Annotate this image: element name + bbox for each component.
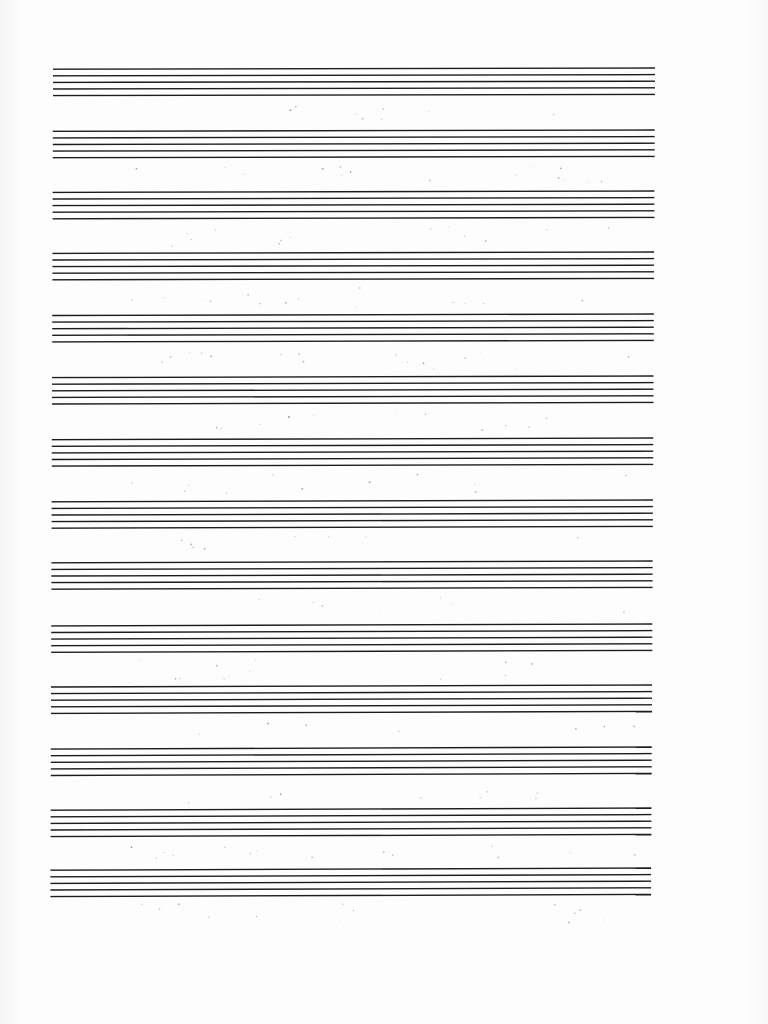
staff-line bbox=[51, 637, 652, 639]
staff-line bbox=[53, 88, 655, 89]
scan-speck bbox=[136, 168, 138, 170]
scan-speck bbox=[430, 228, 431, 229]
staff-line bbox=[52, 383, 654, 385]
staff-line bbox=[51, 834, 652, 836]
scan-speck bbox=[355, 113, 356, 114]
scan-speck bbox=[634, 854, 636, 856]
scan-speck bbox=[171, 246, 173, 248]
scan-speck bbox=[497, 857, 499, 859]
scan-speck bbox=[202, 300, 203, 301]
scan-speck bbox=[141, 904, 142, 905]
staff bbox=[51, 685, 652, 713]
scan-speck bbox=[216, 427, 218, 429]
staff bbox=[51, 747, 652, 776]
scan-speck bbox=[480, 352, 481, 353]
scan-speck bbox=[199, 734, 200, 735]
scan-speck bbox=[362, 118, 363, 119]
scan-speck bbox=[342, 903, 343, 904]
staff-line bbox=[50, 894, 651, 896]
scan-speck bbox=[259, 599, 260, 600]
scan-speck bbox=[328, 536, 329, 537]
scan-speck bbox=[580, 909, 582, 911]
staff-line bbox=[51, 767, 652, 769]
scan-speck bbox=[395, 354, 396, 355]
staff-line bbox=[53, 75, 655, 76]
scan-speck bbox=[223, 678, 225, 680]
scan-speck bbox=[322, 605, 323, 606]
scan-speck bbox=[270, 796, 272, 798]
scan-speck bbox=[188, 485, 189, 486]
scan-speck bbox=[570, 852, 571, 853]
scan-speck bbox=[417, 474, 419, 476]
scan-speck bbox=[164, 852, 165, 853]
scan-speck bbox=[553, 114, 555, 116]
scan-speck bbox=[224, 847, 225, 848]
scan-speck bbox=[341, 175, 342, 176]
staff-line bbox=[52, 259, 654, 260]
staff-line bbox=[51, 828, 652, 830]
staff-line bbox=[53, 81, 655, 82]
scan-speck bbox=[139, 660, 140, 661]
staff-line bbox=[50, 888, 651, 890]
scan-speck bbox=[505, 425, 506, 426]
staff bbox=[51, 624, 652, 652]
scan-speck bbox=[625, 475, 626, 476]
scan-speck bbox=[259, 424, 260, 425]
scan-speck bbox=[475, 484, 476, 485]
scan-speck bbox=[181, 540, 183, 542]
staff-line bbox=[51, 650, 652, 652]
scan-speck bbox=[575, 728, 577, 730]
staff-line bbox=[50, 881, 651, 883]
staff-line bbox=[51, 568, 652, 570]
scan-speck bbox=[290, 237, 291, 238]
staff-line bbox=[52, 334, 654, 336]
scan-speck bbox=[560, 168, 562, 170]
scan-speck bbox=[255, 660, 256, 661]
scan-speck bbox=[448, 227, 449, 228]
scan-speck bbox=[479, 797, 481, 799]
staff bbox=[52, 376, 654, 404]
scan-speck bbox=[577, 537, 579, 539]
scan-speck bbox=[383, 108, 384, 109]
staff-line bbox=[52, 389, 654, 391]
scan-speck bbox=[340, 920, 341, 921]
scan-speck bbox=[311, 857, 313, 859]
scan-speck bbox=[189, 352, 190, 353]
scan-speck bbox=[581, 300, 583, 302]
staff-line bbox=[52, 252, 654, 253]
scan-speck bbox=[546, 418, 547, 419]
scan-speck bbox=[173, 855, 174, 856]
scan-speck bbox=[623, 611, 625, 613]
scan-speck bbox=[481, 429, 483, 431]
staff-line bbox=[52, 438, 653, 440]
staff-line bbox=[53, 150, 655, 151]
scan-speck bbox=[392, 854, 394, 856]
staff-line bbox=[52, 464, 653, 466]
scan-speck bbox=[516, 175, 517, 176]
scan-speck bbox=[210, 355, 212, 357]
scan-speck bbox=[383, 851, 385, 853]
scan-speck bbox=[216, 304, 217, 305]
scan-speck bbox=[280, 793, 282, 795]
scan-speck bbox=[294, 536, 295, 537]
scan-speck bbox=[215, 229, 216, 230]
staff-line bbox=[53, 130, 655, 131]
scan-speck bbox=[260, 303, 262, 305]
scan-speck bbox=[175, 678, 177, 680]
scan-speck bbox=[156, 858, 157, 859]
scan-speck bbox=[546, 229, 548, 231]
scan-speck bbox=[220, 428, 221, 429]
staff-line bbox=[53, 217, 655, 218]
scan-speck bbox=[272, 474, 273, 475]
staff-line bbox=[51, 705, 652, 707]
scan-speck bbox=[451, 603, 452, 604]
scan-speck bbox=[483, 303, 484, 304]
scan-speck bbox=[256, 850, 257, 851]
staff bbox=[52, 500, 653, 528]
staff bbox=[52, 252, 654, 280]
staff-line bbox=[53, 198, 655, 199]
scan-speck bbox=[298, 353, 299, 354]
scan-speck bbox=[131, 482, 133, 484]
staff-line bbox=[51, 711, 652, 713]
scan-speck bbox=[428, 111, 429, 112]
scan-speck bbox=[475, 491, 476, 492]
scan-speck bbox=[193, 547, 194, 548]
scan-speck bbox=[420, 797, 422, 799]
scan-speck bbox=[464, 357, 466, 359]
staff-line bbox=[53, 143, 655, 144]
scan-speck bbox=[170, 356, 172, 358]
scan-speck bbox=[601, 181, 602, 182]
scan-speck bbox=[313, 414, 314, 415]
staff-line bbox=[52, 278, 654, 279]
scan-speck bbox=[564, 180, 565, 181]
staff-line bbox=[52, 500, 653, 502]
staff-line bbox=[51, 685, 652, 687]
staff-line bbox=[52, 520, 653, 522]
scan-speck bbox=[313, 602, 314, 603]
scan-speck bbox=[224, 167, 225, 168]
scan-speck bbox=[515, 369, 516, 370]
scan-speck bbox=[280, 240, 282, 242]
staff-line bbox=[52, 451, 653, 453]
staves-group bbox=[50, 68, 655, 897]
scan-speck bbox=[535, 797, 537, 799]
scan-speck bbox=[190, 543, 192, 545]
staff bbox=[51, 808, 652, 837]
scan-speck bbox=[394, 413, 395, 414]
scan-speck bbox=[267, 723, 269, 725]
scan-speck bbox=[208, 916, 210, 918]
scan-speck bbox=[249, 670, 250, 671]
staff-line bbox=[51, 808, 652, 810]
scan-speck bbox=[465, 303, 466, 304]
staff-line bbox=[51, 574, 652, 576]
scan-speck bbox=[380, 610, 381, 611]
scan-speck bbox=[204, 548, 206, 550]
staff-line bbox=[52, 526, 653, 528]
scan-speck bbox=[604, 919, 605, 920]
staff-line bbox=[51, 631, 652, 633]
scan-speck bbox=[201, 353, 202, 354]
staff-line bbox=[51, 698, 652, 700]
staff-line bbox=[51, 587, 652, 589]
scan-speck bbox=[178, 903, 180, 905]
scan-speck bbox=[339, 166, 341, 168]
staff-line bbox=[52, 376, 654, 378]
staff-line bbox=[53, 156, 655, 157]
staff-line bbox=[52, 458, 653, 460]
scan-speck bbox=[485, 240, 487, 242]
scan-speck bbox=[568, 922, 570, 924]
scan-speck bbox=[381, 119, 382, 120]
scan-speck bbox=[452, 302, 453, 303]
scan-speck bbox=[464, 236, 465, 237]
staff-line bbox=[53, 211, 655, 212]
scan-speck bbox=[301, 488, 303, 490]
scan-speck bbox=[280, 354, 282, 356]
scan-speck bbox=[505, 675, 507, 677]
scan-speck bbox=[278, 243, 280, 245]
staff-line bbox=[52, 402, 654, 404]
staff-line bbox=[51, 624, 652, 626]
scan-speck bbox=[531, 663, 533, 665]
scan-speck bbox=[407, 362, 408, 363]
scan-speck bbox=[440, 679, 441, 680]
scan-speck bbox=[366, 537, 367, 538]
scan-speck bbox=[131, 299, 132, 300]
staff bbox=[53, 191, 655, 219]
scan-speck bbox=[429, 180, 431, 182]
scan-speck bbox=[554, 904, 556, 906]
scan-speck bbox=[533, 166, 534, 167]
staff-line bbox=[53, 137, 655, 138]
scan-speck bbox=[322, 168, 324, 170]
staff-line bbox=[51, 773, 652, 775]
staff-line bbox=[53, 94, 655, 95]
staff-line bbox=[51, 760, 652, 762]
staff-line bbox=[51, 821, 652, 823]
staff bbox=[50, 868, 651, 897]
staff bbox=[53, 130, 655, 158]
scan-speck bbox=[243, 173, 244, 174]
scan-speck bbox=[604, 726, 606, 728]
staff-line bbox=[52, 396, 654, 398]
staff-line bbox=[52, 340, 654, 342]
staff-line bbox=[51, 754, 652, 756]
scan-speck bbox=[188, 802, 189, 803]
scan-speck bbox=[505, 662, 506, 663]
scan-speck bbox=[256, 916, 257, 917]
scan-speck bbox=[295, 106, 296, 107]
scan-speck bbox=[191, 239, 192, 240]
scan-speck bbox=[302, 361, 304, 363]
scan-speck bbox=[250, 853, 252, 855]
staff-line bbox=[53, 68, 655, 69]
scan-speck bbox=[359, 287, 361, 289]
scan-speck bbox=[350, 171, 352, 173]
staff-line bbox=[53, 204, 655, 205]
scan-speck bbox=[628, 356, 630, 358]
staff-line bbox=[51, 581, 652, 583]
scan-speck bbox=[288, 416, 290, 418]
scan-speck bbox=[537, 792, 538, 793]
scan-speck bbox=[558, 177, 560, 179]
scan-speck bbox=[633, 726, 634, 727]
staff bbox=[51, 561, 652, 589]
staff-line bbox=[52, 445, 653, 447]
scan-speck bbox=[131, 846, 133, 848]
staff-line bbox=[53, 191, 655, 192]
scan-speck bbox=[179, 678, 180, 679]
scan-speck bbox=[309, 905, 310, 906]
scan-speck bbox=[247, 294, 249, 296]
scan-speck bbox=[159, 908, 161, 910]
staff-line bbox=[52, 272, 654, 273]
scan-speck bbox=[184, 491, 185, 492]
staff-line bbox=[51, 815, 652, 817]
scan-speck bbox=[390, 295, 391, 296]
scan-speck bbox=[353, 791, 354, 792]
scan-speck bbox=[369, 481, 371, 483]
staff-line bbox=[52, 513, 653, 515]
scan-speck bbox=[285, 302, 287, 304]
scan-speck bbox=[528, 426, 529, 427]
staff bbox=[52, 438, 653, 466]
staff-line bbox=[52, 314, 654, 316]
scan-speck bbox=[305, 724, 307, 726]
scan-speck bbox=[290, 109, 292, 111]
staff-line bbox=[51, 747, 652, 749]
scan-speck bbox=[163, 297, 164, 298]
scan-speck bbox=[492, 846, 494, 848]
scan-speck bbox=[587, 181, 588, 182]
scan-speck bbox=[226, 492, 227, 493]
scan-speck bbox=[161, 362, 163, 364]
scan-speck bbox=[487, 791, 489, 793]
scan-speck bbox=[425, 414, 427, 416]
staff-line bbox=[50, 875, 651, 877]
scan-speck bbox=[187, 233, 188, 234]
staff bbox=[53, 68, 655, 96]
staff-line bbox=[51, 644, 652, 646]
staff-line bbox=[52, 321, 654, 323]
scan-speck bbox=[353, 910, 354, 911]
scan-speck bbox=[433, 369, 434, 370]
scan-speck bbox=[608, 227, 610, 229]
scan-speck bbox=[216, 665, 218, 667]
staff-line bbox=[52, 327, 654, 329]
scan-speck bbox=[574, 912, 576, 914]
scan-speck bbox=[210, 301, 211, 302]
staff-line bbox=[52, 265, 654, 266]
staff bbox=[52, 314, 654, 342]
scan-speck bbox=[355, 307, 356, 308]
scan-speck bbox=[423, 362, 425, 364]
staff-line bbox=[52, 507, 653, 509]
staff-line bbox=[51, 561, 652, 563]
scan-speck bbox=[440, 597, 441, 598]
staff-line bbox=[50, 868, 651, 870]
scan-speck bbox=[298, 298, 299, 299]
staff-line bbox=[51, 692, 652, 694]
scan-speck bbox=[398, 731, 400, 733]
